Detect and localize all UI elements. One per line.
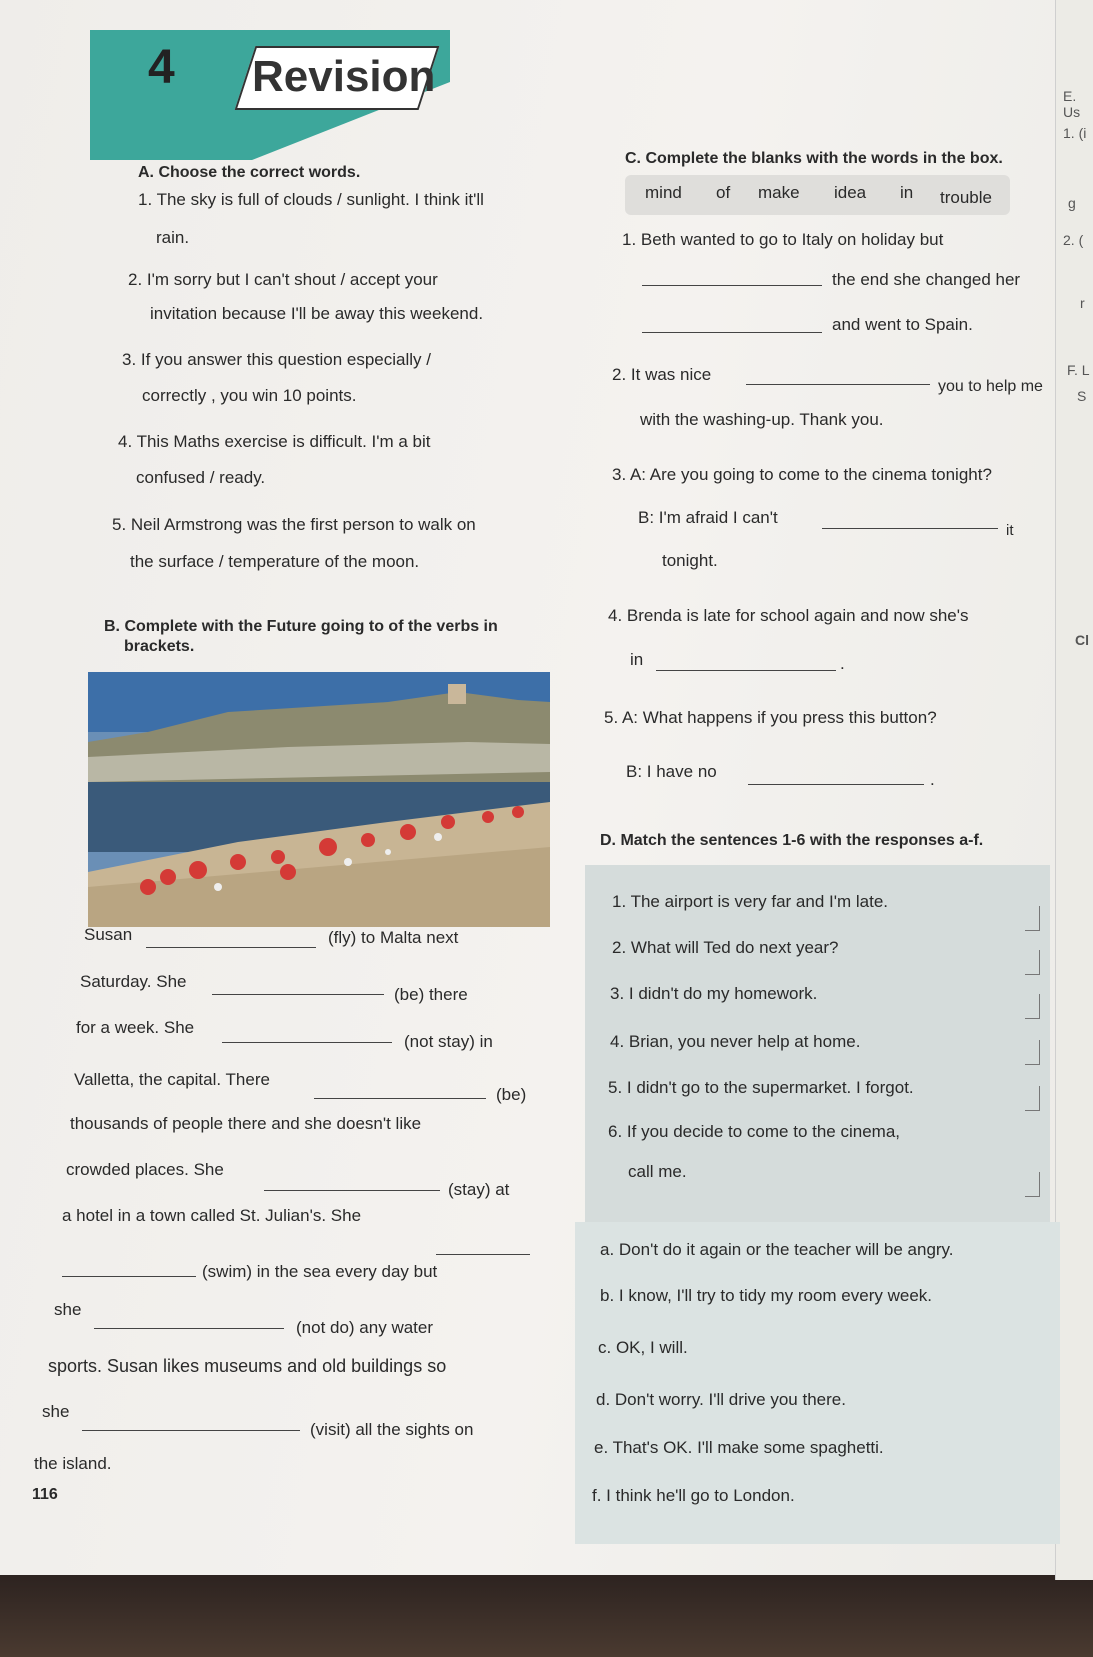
answer-box[interactable] [1025,950,1040,975]
answer-blank[interactable] [212,994,384,995]
section-c-item-5-b: B: I have no [626,762,717,781]
section-b-line-6b: (stay) at [448,1180,510,1199]
section-a-item-4-cont: confused / ready. [136,468,266,487]
right-page-fragment: E. Us [1063,88,1081,120]
section-b-line-8b: (swim) in the sea every day but [202,1262,438,1281]
section-b-line-4a: Valletta, the capital. There [74,1070,270,1089]
word-box-item: mind [645,183,682,202]
section-d-sentence-6: 6. If you decide to come to the cinema, [608,1122,900,1141]
right-page-fragment: Cl [1075,632,1089,648]
answer-box[interactable] [1025,1040,1040,1065]
section-b-line-5: thousands of people there and she doesn't like [70,1114,422,1133]
section-a-item-4: 4. This Maths exercise is difficult. I'm a bit [118,432,431,451]
section-d-response-f: f. I think he'll go to London. [592,1486,795,1505]
answer-box[interactable] [1025,906,1040,931]
right-page-fragment: 1. (i [1063,125,1087,141]
section-c-item-3-it: it [1006,522,1014,539]
section-b-line-3b: (not stay) in [404,1032,493,1051]
section-d-response-a: a. Don't do it again or the teacher will be angry. [600,1240,954,1259]
section-a-item-2-cont: invitation because I'll be away this weekend. [150,304,484,323]
section-b-line-11b: (visit) all the sights on [310,1420,474,1439]
section-b-line-10: sports. Susan likes museums and old buildings so [48,1356,447,1376]
answer-box[interactable] [1025,1172,1040,1197]
section-a-item-3: 3. If you answer this question especially / [122,350,431,369]
answer-blank[interactable] [314,1098,486,1099]
answer-blank[interactable] [436,1254,530,1255]
section-d-response-b: b. I know, I'll try to tidy my room every week. [600,1286,933,1305]
section-a-item-3-cont: correctly , you win 10 points. [142,386,357,405]
section-c-heading: C. Complete the blanks with the words in the box. [625,150,1003,167]
answer-blank[interactable] [264,1190,440,1191]
section-b-line-11a: she [42,1402,70,1421]
word-box-item: of [716,183,731,202]
section-d-sentence-6-cont: call me. [628,1162,687,1181]
section-a-heading: A. Choose the correct words. [138,164,361,181]
page-number: 116 [32,1486,58,1503]
answer-blank[interactable] [822,528,998,529]
answer-blank[interactable] [94,1328,284,1329]
malta-beach-photo [88,672,550,927]
right-page-fragment: r [1080,295,1085,311]
section-b-line-3a: for a week. She [76,1018,195,1037]
answer-box[interactable] [1025,994,1040,1019]
section-c-item-2-cont: you to help me [938,378,1043,395]
section-c-item-1: 1. Beth wanted to go to Italy on holiday but [622,230,944,249]
section-c-item-4-end: . [840,654,845,673]
word-box-item: make [758,183,800,202]
section-c-item-1-end: and went to Spain. [832,315,973,334]
section-b-line-6a: crowded places. She [66,1160,224,1179]
section-c-item-2-end: with the washing-up. Thank you. [640,410,884,429]
section-d-sentence-3: 3. I didn't do my homework. [610,984,818,1003]
word-box-item: trouble [940,188,992,207]
section-c-item-5-end: . [930,770,935,789]
section-b-line-1a: Susan [84,925,133,944]
section-c-item-5: 5. A: What happens if you press this button? [604,708,937,727]
section-c-item-3-b: B: I'm afraid I can't [638,508,778,527]
answer-blank[interactable] [62,1276,196,1277]
section-d-heading: D. Match the sentences 1-6 with the responses a-f. [600,832,984,849]
section-b-line-2a: Saturday. She [80,972,187,991]
word-box-item: idea [834,183,867,202]
section-b-line-9a: she [54,1300,82,1319]
section-a-item-1-cont: rain. [156,228,190,247]
answer-box[interactable] [1025,1086,1040,1111]
answer-blank[interactable] [656,670,836,671]
section-c-item-3: 3. A: Are you going to come to the cinema tonight? [612,465,992,484]
right-page-fragment: F. L [1067,362,1090,378]
section-b-line-7: a hotel in a town called St. Julian's. She [62,1206,362,1225]
section-c-item-4: 4. Brenda is late for school again and now she's [608,606,969,625]
section-d-sentence-2: 2. What will Ted do next year? [612,938,839,957]
right-page-fragment: S [1077,388,1087,404]
section-c-item-4-in: in [630,650,644,669]
section-d-response-c: c. OK, I will. [598,1338,688,1357]
answer-blank[interactable] [82,1430,300,1431]
section-d-response-e: e. That's OK. I'll make some spaghetti. [594,1438,884,1457]
answer-blank[interactable] [222,1042,392,1043]
section-a-item-5-cont: the surface / temperature of the moon. [130,552,420,571]
section-a-item-5: 5. Neil Armstrong was the first person to walk on [112,515,476,534]
unit-number: 4 [148,41,175,94]
answer-blank[interactable] [748,784,924,785]
section-d-response-d: d. Don't worry. I'll drive you there. [596,1390,846,1409]
section-b-heading-cont: brackets. [124,638,195,655]
section-b-line-4b: (be) [496,1085,527,1104]
answer-blank[interactable] [642,332,822,333]
section-c-item-3-end: tonight. [662,551,718,570]
answer-blank[interactable] [146,947,316,948]
right-page-fragment: g [1068,195,1076,211]
section-a-item-1: 1. The sky is full of clouds / sunlight. I think it'll [138,190,484,209]
section-c-item-2: 2. It was nice [612,365,712,384]
answer-blank[interactable] [746,384,930,385]
section-d-sentence-5: 5. I didn't go to the supermarket. I forgot. [608,1078,914,1097]
section-b-line-1b: (fly) to Malta next [328,928,459,947]
answer-blank[interactable] [642,285,822,286]
right-page-fragment: 2. ( [1063,232,1084,248]
section-b-line-9b: (not do) any water [296,1318,434,1337]
page-title: Revision [252,52,436,101]
section-b-heading: B. Complete with the Future going to of the verbs in [104,618,498,635]
section-c-item-1-cont: the end she changed her [832,270,1021,289]
section-d-sentence-4: 4. Brian, you never help at home. [610,1032,861,1051]
section-b-line-2b: (be) there [394,985,468,1004]
section-d-sentence-1: 1. The airport is very far and I'm late. [612,892,888,911]
table-surface [0,1575,1093,1657]
section-b-line-12: the island. [34,1454,112,1473]
section-a-item-2: 2. I'm sorry but I can't shout / accept your [128,270,438,289]
word-box-item: in [900,183,914,202]
